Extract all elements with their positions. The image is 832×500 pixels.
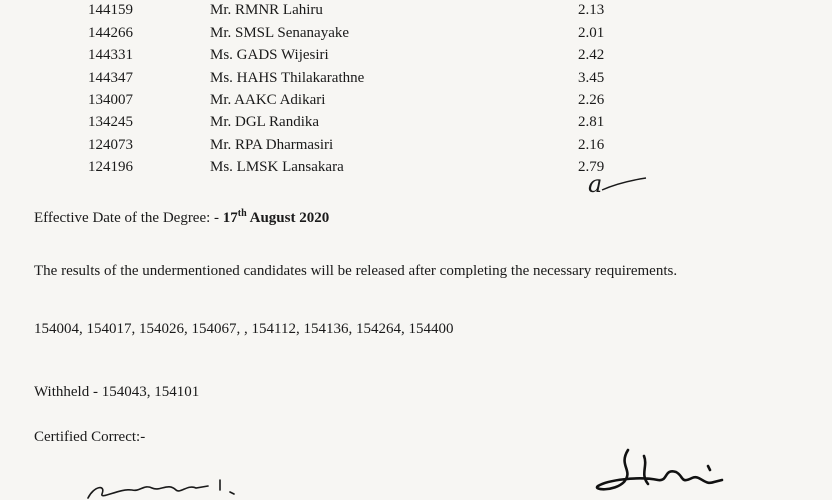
result-gpa: 2.26 <box>578 92 605 108</box>
result-gpa: 2.42 <box>578 47 605 63</box>
result-row <box>0 159 832 181</box>
result-gpa: 3.45 <box>578 70 605 86</box>
result-name: Ms. HAHS Thilakarathne <box>210 70 365 86</box>
result-name: Mr. RMNR Lahiru <box>210 2 323 18</box>
withheld-values: 154043, 154101 <box>101 384 200 400</box>
result-name: Ms. GADS Wijesiri <box>210 47 329 63</box>
withheld-label: Withheld <box>34 384 90 400</box>
result-row <box>0 2 832 24</box>
result-row <box>0 47 832 69</box>
result-index: 144159 <box>88 2 133 18</box>
result-row <box>0 114 832 136</box>
effective-date <box>34 208 329 227</box>
result-index: 124196 <box>88 159 133 175</box>
result-index: 144347 <box>88 70 133 86</box>
effective-date-value: 17th August 2020 <box>222 208 330 226</box>
result-gpa: 2.16 <box>578 137 605 153</box>
result-gpa: 2.01 <box>578 25 605 41</box>
withheld-line: Withheld - 154043, 154101 <box>34 384 200 400</box>
result-index: 134245 <box>88 114 133 130</box>
result-row <box>0 137 832 159</box>
notice-text: The results of the undermentioned candidates will be released after completing the necessary requirements. <box>34 263 678 279</box>
result-name: Mr. SMSL Senanayake <box>210 25 350 41</box>
result-index: 124073 <box>88 137 133 153</box>
effective-date-label: Effective Date of the Degree: - <box>34 210 223 226</box>
result-name: Mr. RPA Dharmasiri <box>210 137 334 153</box>
result-index: 134007 <box>88 92 133 108</box>
initial-underline <box>600 172 650 194</box>
result-gpa: 2.13 <box>578 2 605 18</box>
handwritten-initial: a <box>588 170 603 198</box>
pending-candidates: 154004, 154017, 154026, 154067, , 154112, 154136, 154264, 154400 <box>34 321 454 337</box>
result-name: Mr. AAKC Adikari <box>210 92 326 108</box>
result-row <box>0 70 832 92</box>
result-gpa: 2.81 <box>578 114 605 130</box>
result-name: Ms. LMSK Lansakara <box>210 159 344 175</box>
certified-label: Certified Correct:- <box>34 429 146 445</box>
result-gpa: 2.79 <box>578 159 605 175</box>
result-row <box>0 92 832 114</box>
result-row <box>0 25 832 47</box>
result-name: Mr. DGL Randika <box>210 114 320 130</box>
signature-left <box>80 476 250 500</box>
signature-right <box>588 446 728 500</box>
result-index: 144266 <box>88 25 133 41</box>
result-index: 144331 <box>88 47 133 63</box>
